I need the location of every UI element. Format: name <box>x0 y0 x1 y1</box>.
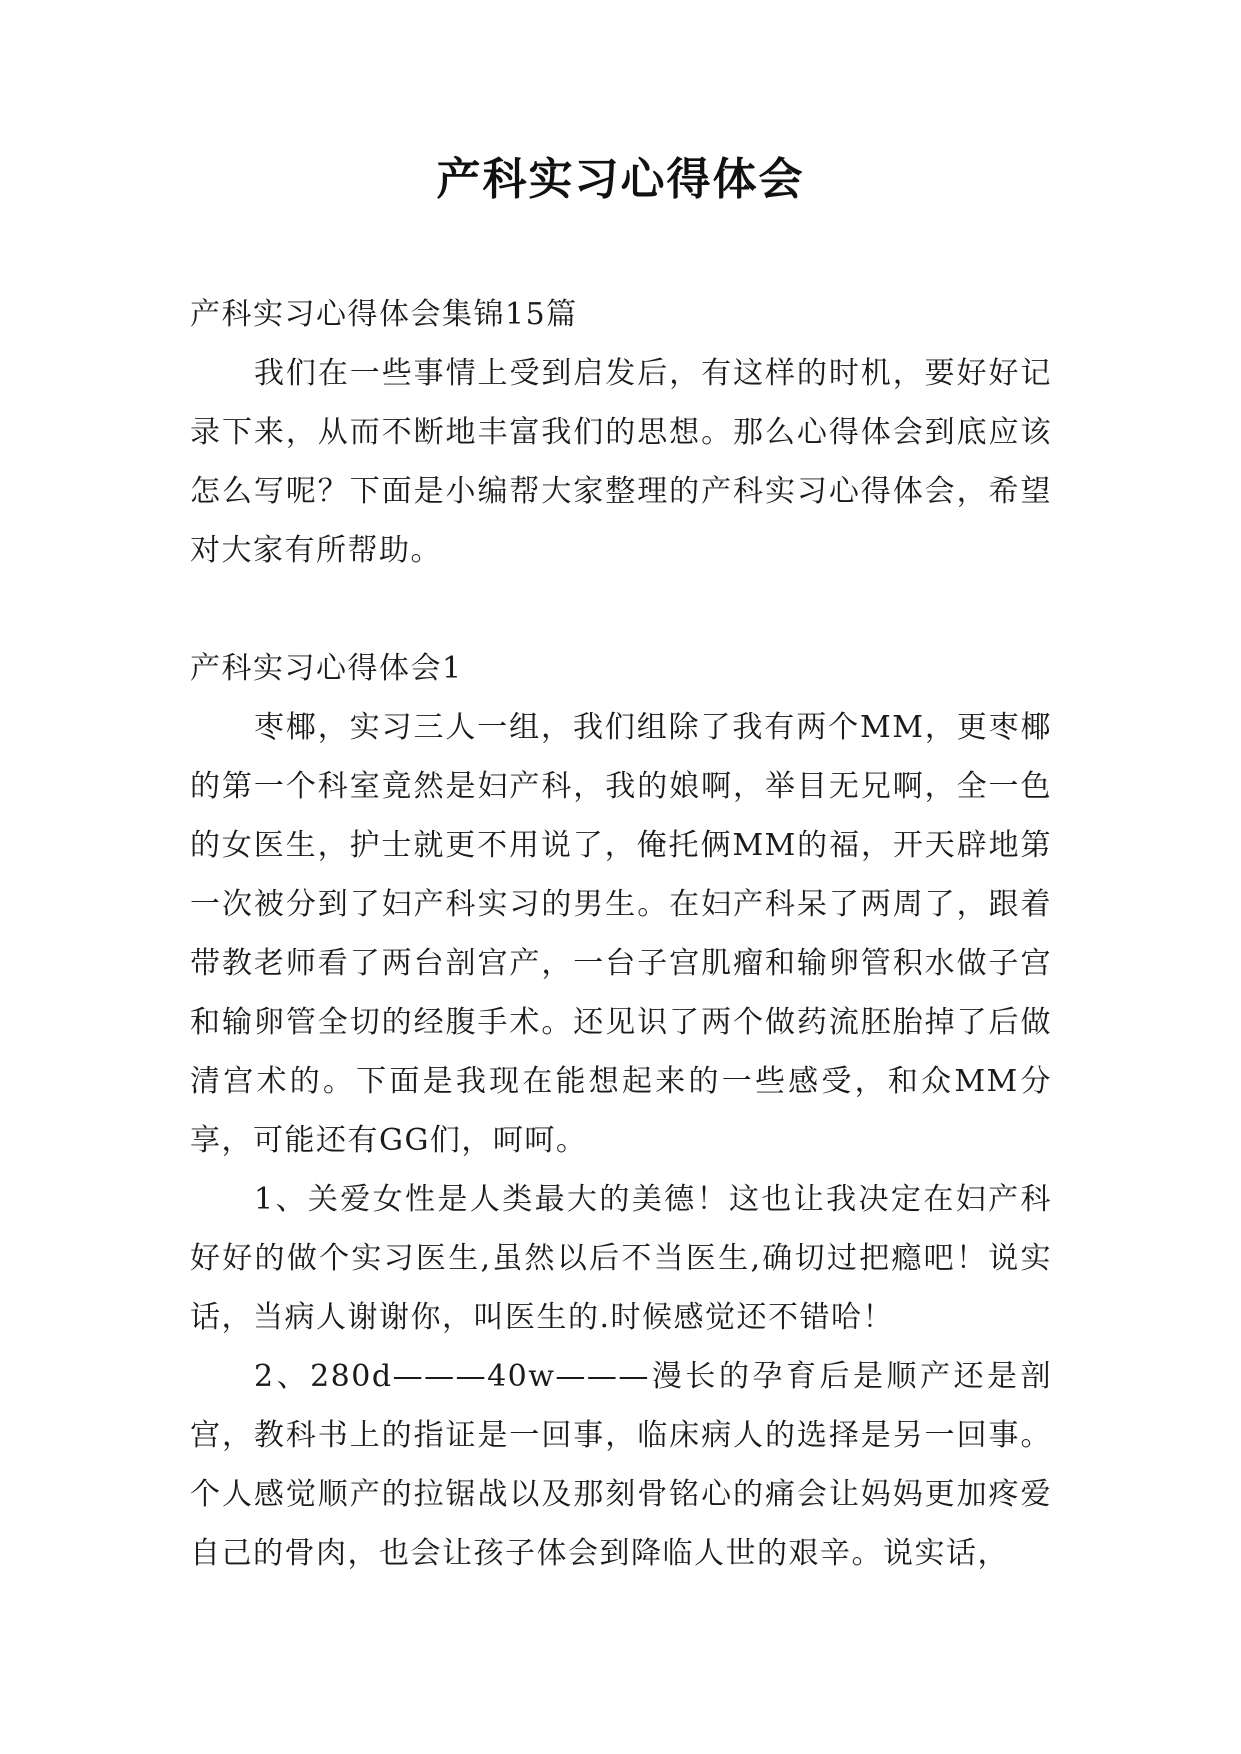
document-body <box>190 285 1052 1583</box>
section-heading: 产科实习心得体会1 <box>190 651 463 686</box>
body-paragraph: 枣椰，实习三人一组，我们组除了我有两个MM，更枣椰的第一个科室竟然是妇产科，我的娘啊，举目无兄啊，全一色的女医生，护士就更不用说了，俺托俩MM的福，开天辟地第一次被分到了妇产科实习的男生。在妇产科呆了两周了，跟着带教老师看了两台剖宫产，一台子宫肌瘤和输卵管积水做子宫和输卵管全切的经腹手术。还见识了两个做药流胚胎掉了后做清宫术的。下面是我现在能想起来的一些感受，和众MM分享，可能还有GG们，呵呵。 <box>190 710 1052 1158</box>
body-paragraph: 2、280d———40w———漫长的孕育后是顺产还是剖宫，教科书上的指证是一回事，临床病人的选择是另一回事。个人感觉顺产的拉锯战以及那刻骨铭心的痛会让妈妈更加疼爱自己的骨肉，也会让孩子体会到降临人世的艰辛。说实话， <box>190 1359 1052 1571</box>
body-paragraph: 1、关爱女性是人类最大的美德！这也让我决定在妇产科好好的做个实习医生,虽然以后不当医生,确切过把瘾吧！说实话，当病人谢谢你，叫医生的.时候感觉还不错哈！ <box>190 1182 1052 1335</box>
intro-paragraph: 我们在一些事情上受到启发后，有这样的时机，要好好记录下来，从而不断地丰富我们的思想。那么心得体会到底应该怎么写呢？下面是小编帮大家整理的产科实习心得体会，希望对大家有所帮助。 <box>190 356 1052 568</box>
document-title: 产科实习心得体会 <box>436 154 805 205</box>
document-subtitle: 产科实习心得体会集锦15篇 <box>190 297 578 332</box>
